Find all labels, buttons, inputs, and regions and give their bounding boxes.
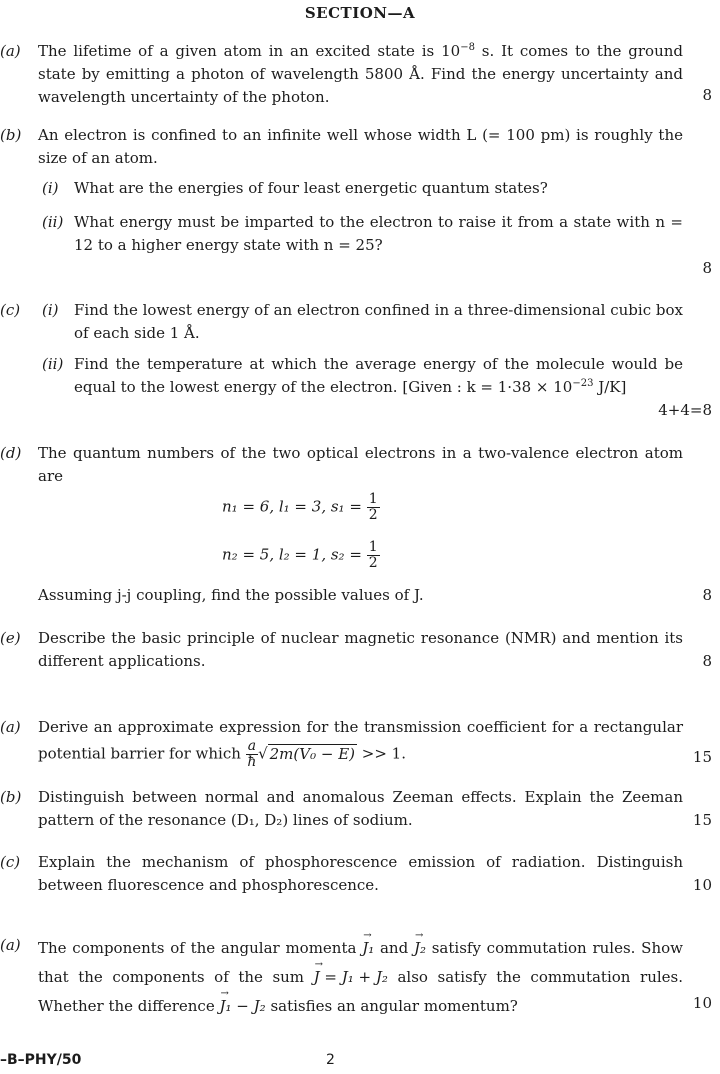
- subpart-text: What energy must be imparted to the electron to raise it from a state with n = 12 to a higher energy state with n = 25?: [74, 213, 683, 254]
- question-text: Assuming j-j coupling, find the possible values of J.: [38, 586, 424, 604]
- question-label: (c): [0, 853, 21, 871]
- equation-line: n₁ = 6, l₁ = 3, s₁ = $\frac{1}{2}$: [222, 491, 378, 523]
- question-label: (e): [0, 629, 21, 647]
- question-label: (b): [0, 788, 22, 806]
- question-label: (a): [0, 42, 21, 60]
- marks: 4+4=8: [658, 401, 712, 419]
- subpart-text: Find the temperature at which the average energy of the molecule would be equal to the lowest energy of the electron. [Given : $k = 1\cdot 38 \times 10^{-23}$ J/K]: [74, 355, 683, 396]
- question-label: (d): [0, 444, 22, 462]
- question-text: The components of the angular momenta → J₁ and → J₂ satisfy commutation rules. Show that the components of the sum → J = J₁ + J₂ also satisfy the commutation rules. Whether the difference → J₁ − J₂ satisfies an angular momentum?: [38, 934, 683, 1021]
- fraction: $\frac{1}{2}$: [368, 539, 378, 571]
- marks: 8: [702, 259, 712, 277]
- question-label: (c): [0, 301, 21, 319]
- marks: 8: [702, 586, 712, 604]
- question-text: The quantum numbers of the two optical electrons in a two-valence electron atom are: [38, 444, 683, 485]
- subpart-label: (i): [42, 179, 59, 197]
- marks: 15: [692, 811, 712, 829]
- subpart-label: (ii): [42, 213, 64, 231]
- section-heading: SECTION—A: [304, 4, 416, 22]
- subpart-text: Find the lowest energy of an electron confined in a three-dimensional cubic box of each side 1 Å.: [74, 301, 683, 342]
- question-text: An electron is confined to an infinite well whose width L (= 100 pm) is roughly the size of an atom.: [38, 126, 683, 167]
- paper-code: –B–PHY/50: [0, 1052, 82, 1068]
- page-number: 2: [326, 1052, 335, 1068]
- question-text: Describe the basic principle of nuclear magnetic resonance (NMR) and mention its different applications.: [38, 629, 683, 670]
- question-label: (a): [0, 718, 21, 736]
- question-text: The lifetime of a given atom in an excited state is $10^{-8}$ s. It comes to the ground state by emitting a photon of wavelength 5800 Å. Find the energy uncertainty and wavelength uncertainty of the photon.: [38, 42, 683, 106]
- question-label: (b): [0, 126, 22, 144]
- subpart-text: What are the energies of four least energetic quantum states?: [74, 179, 548, 197]
- fraction: $\frac{1}{2}$: [368, 491, 378, 523]
- question-text: Distinguish between normal and anomalous Zeeman effects. Explain the Zeeman pattern of the resonance (D₁, D₂) lines of sodium.: [38, 788, 683, 829]
- subpart-label: (ii): [42, 355, 64, 373]
- question-label: (a): [0, 936, 21, 954]
- marks: 8: [702, 652, 712, 670]
- subpart-label: (i): [42, 301, 59, 319]
- marks: 10: [692, 876, 712, 894]
- question-text: Derive an approximate expression for the transmission coefficient for a rectangular potential barrier for which $\frac{a}{ħ}$ √ 2m(V₀ − E) >> 1.: [38, 718, 683, 770]
- question-text: Explain the mechanism of phosphorescence emission of radiation. Distinguish between fluorescence and phosphorescence.: [38, 853, 683, 894]
- marks: 15: [692, 748, 712, 766]
- marks: 10: [692, 994, 712, 1012]
- marks: 8: [702, 86, 712, 104]
- equation-line: n₂ = 5, l₂ = 1, s₂ = $\frac{1}{2}$: [222, 539, 378, 571]
